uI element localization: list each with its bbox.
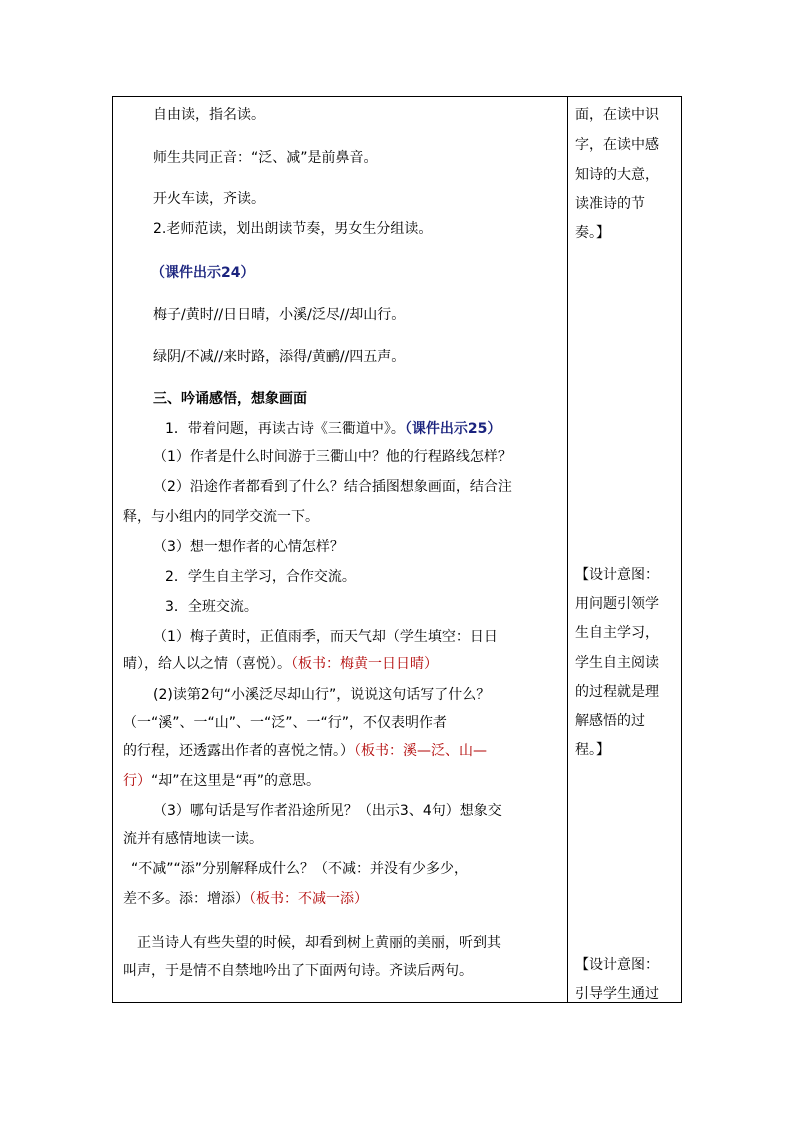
text-line bbox=[123, 741, 487, 761]
side-text-line: 字，在读中感 bbox=[575, 137, 659, 153]
side-text-line: 生自主学习， bbox=[575, 625, 659, 641]
side-text-line: 知诗的大意， bbox=[575, 167, 659, 183]
side-text-line: 的过程就是理 bbox=[575, 684, 659, 700]
text-line bbox=[165, 419, 501, 439]
blackboard-note: （板书：溪—泛、山— bbox=[354, 743, 487, 759]
side-text-line: 用问题引领学 bbox=[575, 596, 659, 612]
teaching-process-column bbox=[113, 97, 567, 1002]
text-line: 2.老师范读，划出朗读节奏，男女生分组读。 bbox=[153, 221, 433, 237]
text-line: (2)读第2句“小溪泛尽却山行”，说说这句话写了什么？ bbox=[153, 687, 491, 703]
blackboard-note: 行） bbox=[123, 773, 151, 789]
text-segment: “却”在这里是“再”的意思。 bbox=[151, 773, 321, 789]
text-line: 开火车读，齐读。 bbox=[153, 191, 265, 207]
text-line: （3）哪句话是写作者沿途所见？（出示3、4句）想象交 bbox=[153, 803, 502, 819]
text-line: 正当诗人有些失望的时候，却看到树上黄丽的美丽，听到其 bbox=[137, 935, 501, 951]
text-segment: 晴），给人以之情（喜悦）。 bbox=[123, 656, 291, 672]
text-line: （一“溪”、一“山”、一“泛”、一“行”，不仅表明作者 bbox=[123, 715, 448, 731]
text-segment: 的行程，还透露出作者的喜悦之情。） bbox=[123, 743, 354, 759]
text-line: 师生共同正音：“泛、减”是前鼻音。 bbox=[153, 150, 378, 166]
poem-line-2: 绿阴/不减//来时路，添得/黄鹂//四五声。 bbox=[153, 349, 406, 365]
side-text-line: 解感悟的过 bbox=[575, 713, 645, 729]
design-intent-column bbox=[568, 97, 681, 1002]
blackboard-note: （板书：梅黄一日日晴） bbox=[291, 656, 438, 672]
text-line: （1）梅子黄时，正值雨季，而天气却（学生填空：日日 bbox=[153, 629, 498, 645]
side-text-line: 面，在读中识 bbox=[575, 107, 659, 123]
side-text-line: 【设计意图： bbox=[575, 957, 659, 973]
text-line: （3）想一想作者的心情怎样？ bbox=[153, 539, 344, 555]
text-line bbox=[123, 771, 320, 791]
text-segment: 差不多。添：增添） bbox=[123, 891, 249, 907]
side-text-line: 程。】 bbox=[575, 742, 610, 758]
text-line: （1）作者是什么时间游于三衢山中？他的行程路线怎样？ bbox=[153, 449, 512, 465]
courseware-note: （课件出示24） bbox=[151, 265, 255, 281]
text-line: 流并有感情地读一读。 bbox=[123, 831, 263, 847]
courseware-note: （课件出示25） bbox=[404, 421, 502, 437]
text-line: 自由读，指名读。 bbox=[153, 107, 265, 123]
text-line: 释，与小组内的同学交流一下。 bbox=[123, 509, 319, 525]
text-segment: 1．带着问题，再读古诗《三衢道中》。 bbox=[165, 421, 405, 437]
text-line: 2．学生自主学习，合作交流。 bbox=[165, 569, 356, 585]
poem-line-1: 梅子/黄时//日日晴，小溪/泛尽//却山行。 bbox=[153, 307, 406, 323]
lesson-table bbox=[112, 96, 682, 1003]
text-line bbox=[123, 889, 368, 909]
side-text-line: 【设计意图： bbox=[575, 567, 659, 583]
section-heading: 三、吟诵感悟，想象画面 bbox=[153, 391, 307, 407]
side-text-line: 奏。】 bbox=[575, 225, 610, 241]
side-text-line: 引导学生通过 bbox=[575, 986, 659, 1002]
text-line: （2）沿途作者都看到了什么？结合插图想象画面，结合注 bbox=[153, 479, 512, 495]
text-line: “不减”“添”分别解释成什么？（不减：并没有少多少， bbox=[131, 861, 469, 877]
text-line: 3．全班交流。 bbox=[165, 599, 258, 615]
text-line bbox=[123, 654, 438, 674]
text-line: 叫声，于是情不自禁地吟出了下面两句诗。齐读后两句。 bbox=[123, 963, 473, 979]
side-text-line: 读准诗的节 bbox=[575, 196, 645, 212]
side-text-line: 学生自主阅读 bbox=[575, 655, 659, 671]
blackboard-note: （板书：不减一添） bbox=[249, 891, 368, 907]
